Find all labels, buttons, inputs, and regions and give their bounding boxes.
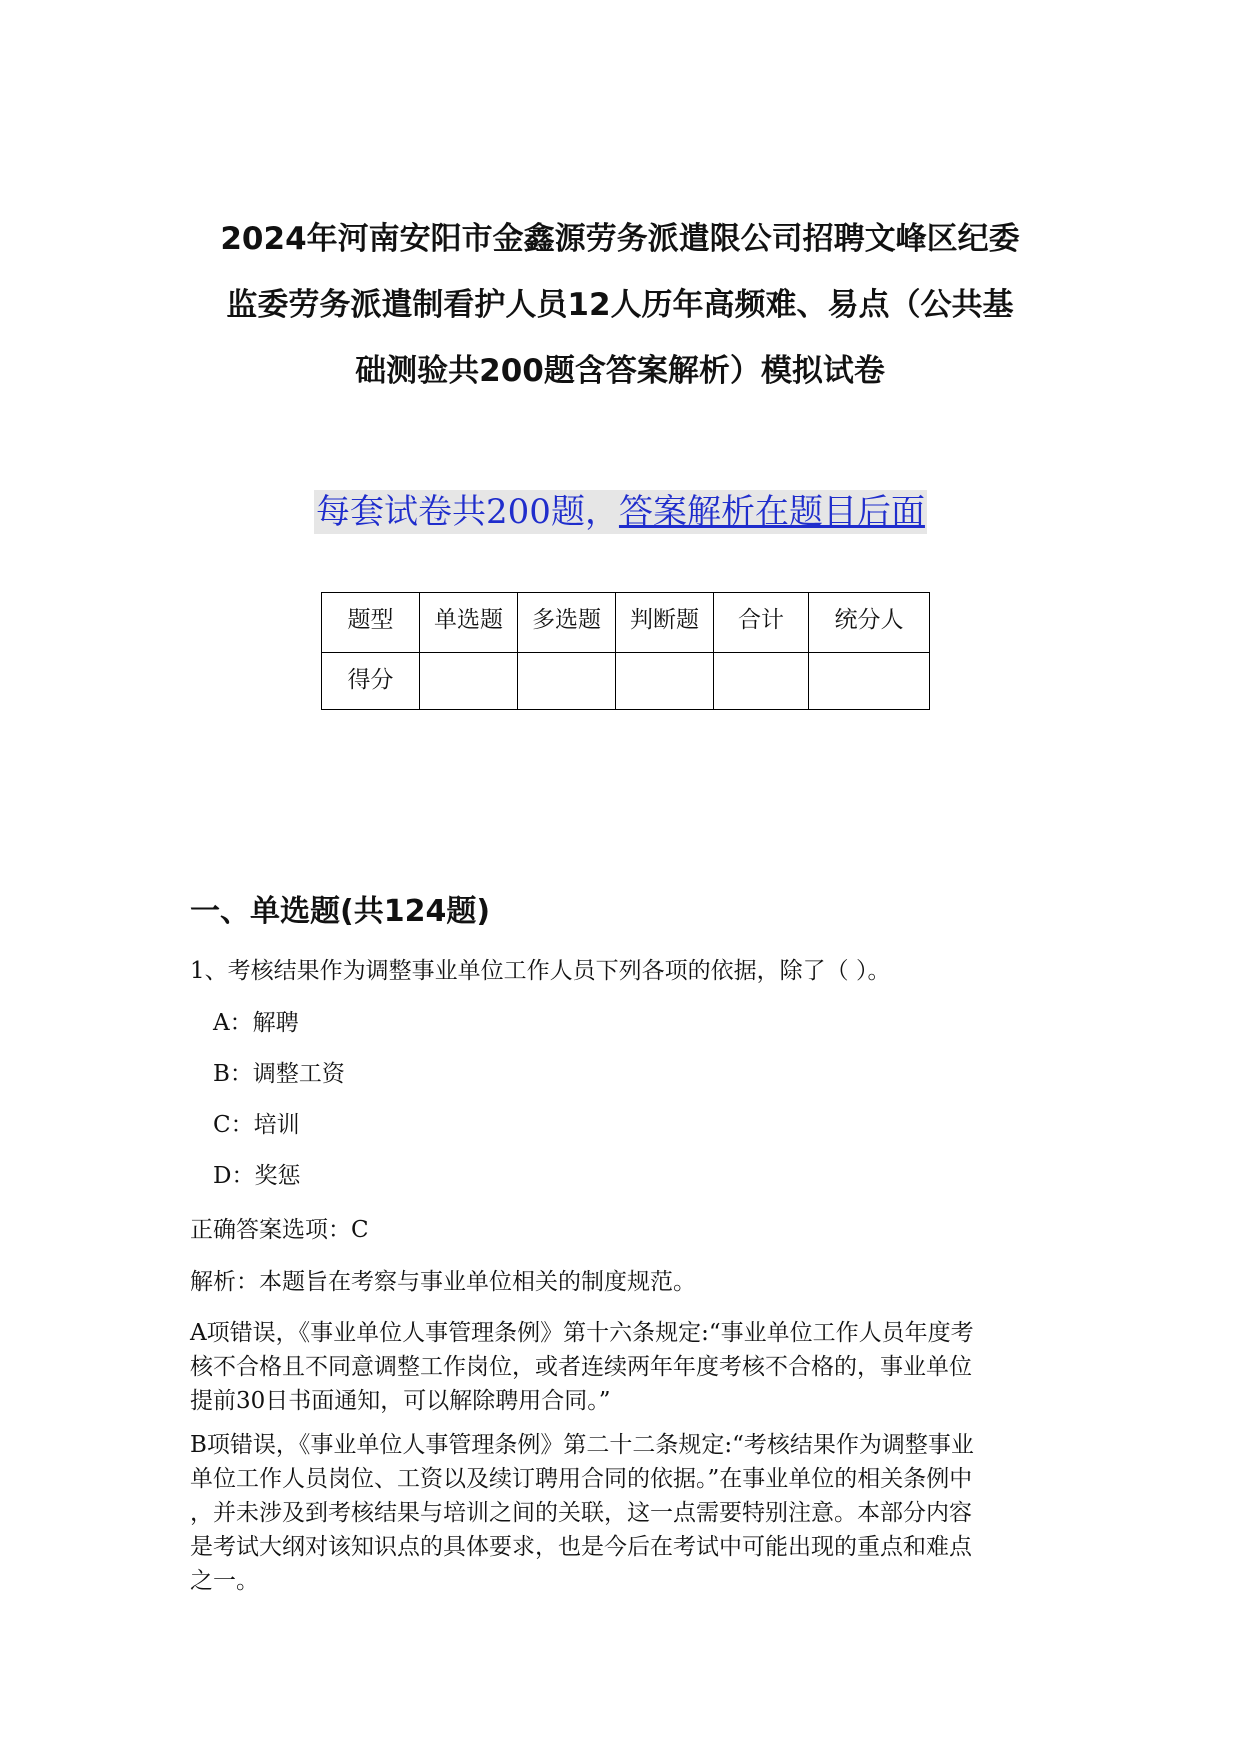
option-d: D：奖惩: [213, 1163, 301, 1189]
header-cell: 统分人: [809, 593, 930, 653]
title-line: 2024年河南安阳市金鑫源劳务派遣限公司招聘文峰区纪委: [220, 221, 1020, 257]
score-cell: [616, 653, 714, 710]
paragraph-line: A项错误，《事业单位人事管理条例》第十六条规定:“事业单位工作人员年度考: [190, 1320, 974, 1346]
option-c: C：培训: [213, 1112, 300, 1138]
section-heading: 一、单选题(共124题): [190, 894, 491, 929]
score-table-header-row: [322, 593, 930, 653]
score-table-score-row: [322, 653, 930, 710]
paragraph-line: ，并未涉及到考核结果与培训之间的关联，这一点需要特别注意。本部分内容: [190, 1500, 972, 1526]
correct-answer: 正确答案选项：C: [190, 1217, 369, 1243]
paragraph-line: 是考试大纲对该知识点的具体要求，也是今后在考试中可能出现的重点和难点: [190, 1534, 972, 1560]
score-table: [321, 592, 930, 710]
subtitle-highlight: [314, 490, 927, 534]
score-cell: [420, 653, 518, 710]
question-stem: 1、考核结果作为调整事业单位工作人员下列各项的依据，除了（ ）。: [190, 958, 891, 984]
subtitle-text: 每套试卷共200题，: [316, 492, 619, 532]
analysis-intro: 解析：本题旨在考察与事业单位相关的制度规范。: [190, 1269, 696, 1295]
paragraph-line: 提前30日书面通知，可以解除聘用合同。”: [190, 1388, 611, 1414]
paragraph-line: 核不合格且不同意调整工作岗位，或者连续两年年度考核不合格的，事业单位: [190, 1354, 972, 1380]
subtitle: [0, 490, 1241, 534]
row-label-cell: 得分: [322, 653, 420, 710]
header-cell: 合计: [714, 593, 809, 653]
paragraph-line: B项错误，《事业单位人事管理条例》第二十二条规定:“考核结果作为调整事业: [190, 1432, 974, 1458]
header-cell: 题型: [322, 593, 420, 653]
analysis-paragraph-a: [190, 1316, 1060, 1418]
analysis-paragraph-b: [190, 1428, 1060, 1598]
header-cell: 单选题: [420, 593, 518, 653]
option-a: A：解聘: [213, 1010, 299, 1036]
score-cell: [518, 653, 616, 710]
header-cell: 判断题: [616, 593, 714, 653]
title-line: 础测验共200题含答案解析）模拟试卷: [355, 353, 885, 389]
title-line: 监委劳务派遣制看护人员12人历年高频难、易点（公共基: [226, 287, 1014, 323]
paragraph-line: 之一。: [190, 1568, 259, 1594]
paragraph-line: 单位工作人员岗位、工资以及续订聘用合同的依据。”在事业单位的相关条例中: [190, 1466, 973, 1492]
score-cell: [714, 653, 809, 710]
document-title: [185, 206, 1055, 404]
option-b: B：调整工资: [213, 1061, 345, 1087]
subtitle-link[interactable]: 答案解析在题目后面: [618, 492, 925, 532]
score-cell: [809, 653, 930, 710]
header-cell: 多选题: [518, 593, 616, 653]
